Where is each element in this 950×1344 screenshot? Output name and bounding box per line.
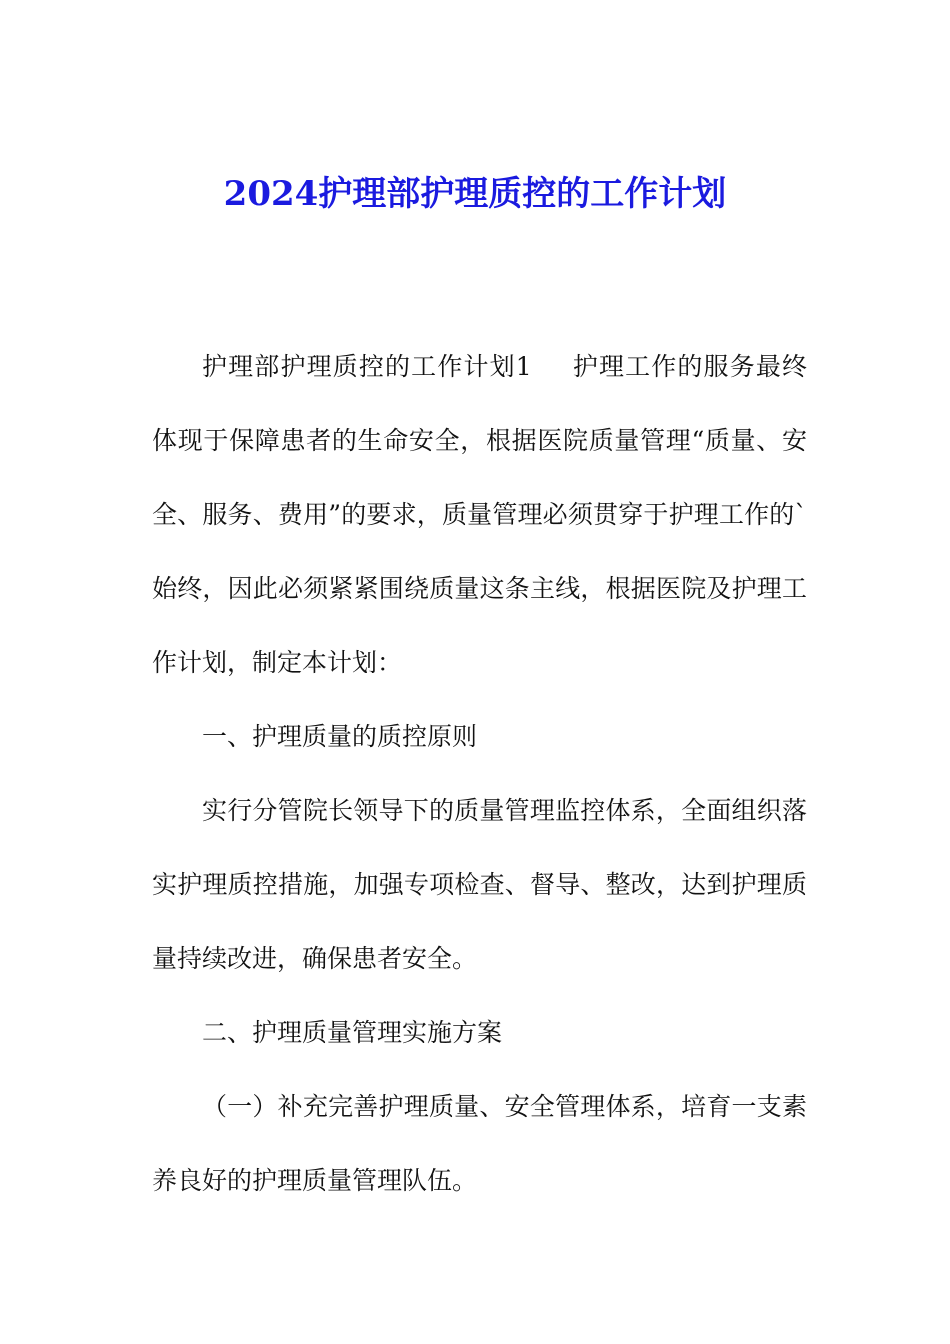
- paragraph-intro: [152, 330, 807, 700]
- document-body: [152, 330, 807, 1218]
- document-title: 2024护理部护理质控的工作计划: [223, 174, 727, 214]
- intro-text: 护理工作的服务最终体现于保障患者的生命安全，根据医院质量管理“质量、安全、服务、费用”的要求，质量管理必须贯穿于护理工作的`始终，因此必须紧紧围绕质量这条主线，根据医院及护理工作计划，制定本计划：: [152, 352, 807, 677]
- section-heading-principles: 一、护理质量的质控原则: [202, 722, 478, 751]
- paragraph-principles: 实行分管院长领导下的质量管理监控体系，全面组织落实护理质控措施，加强专项检查、督导、整改，达到护理质量持续改进，确保患者安全。: [152, 796, 807, 973]
- plan-heading-inline: 护理部护理质控的工作计划1: [202, 352, 532, 381]
- section-heading-implementation: 二、护理质量管理实施方案: [202, 1018, 503, 1047]
- paragraph-subsection-one: （一）补充完善护理质量、安全管理体系，培育一支素养良好的护理质量管理队伍。: [152, 1092, 807, 1195]
